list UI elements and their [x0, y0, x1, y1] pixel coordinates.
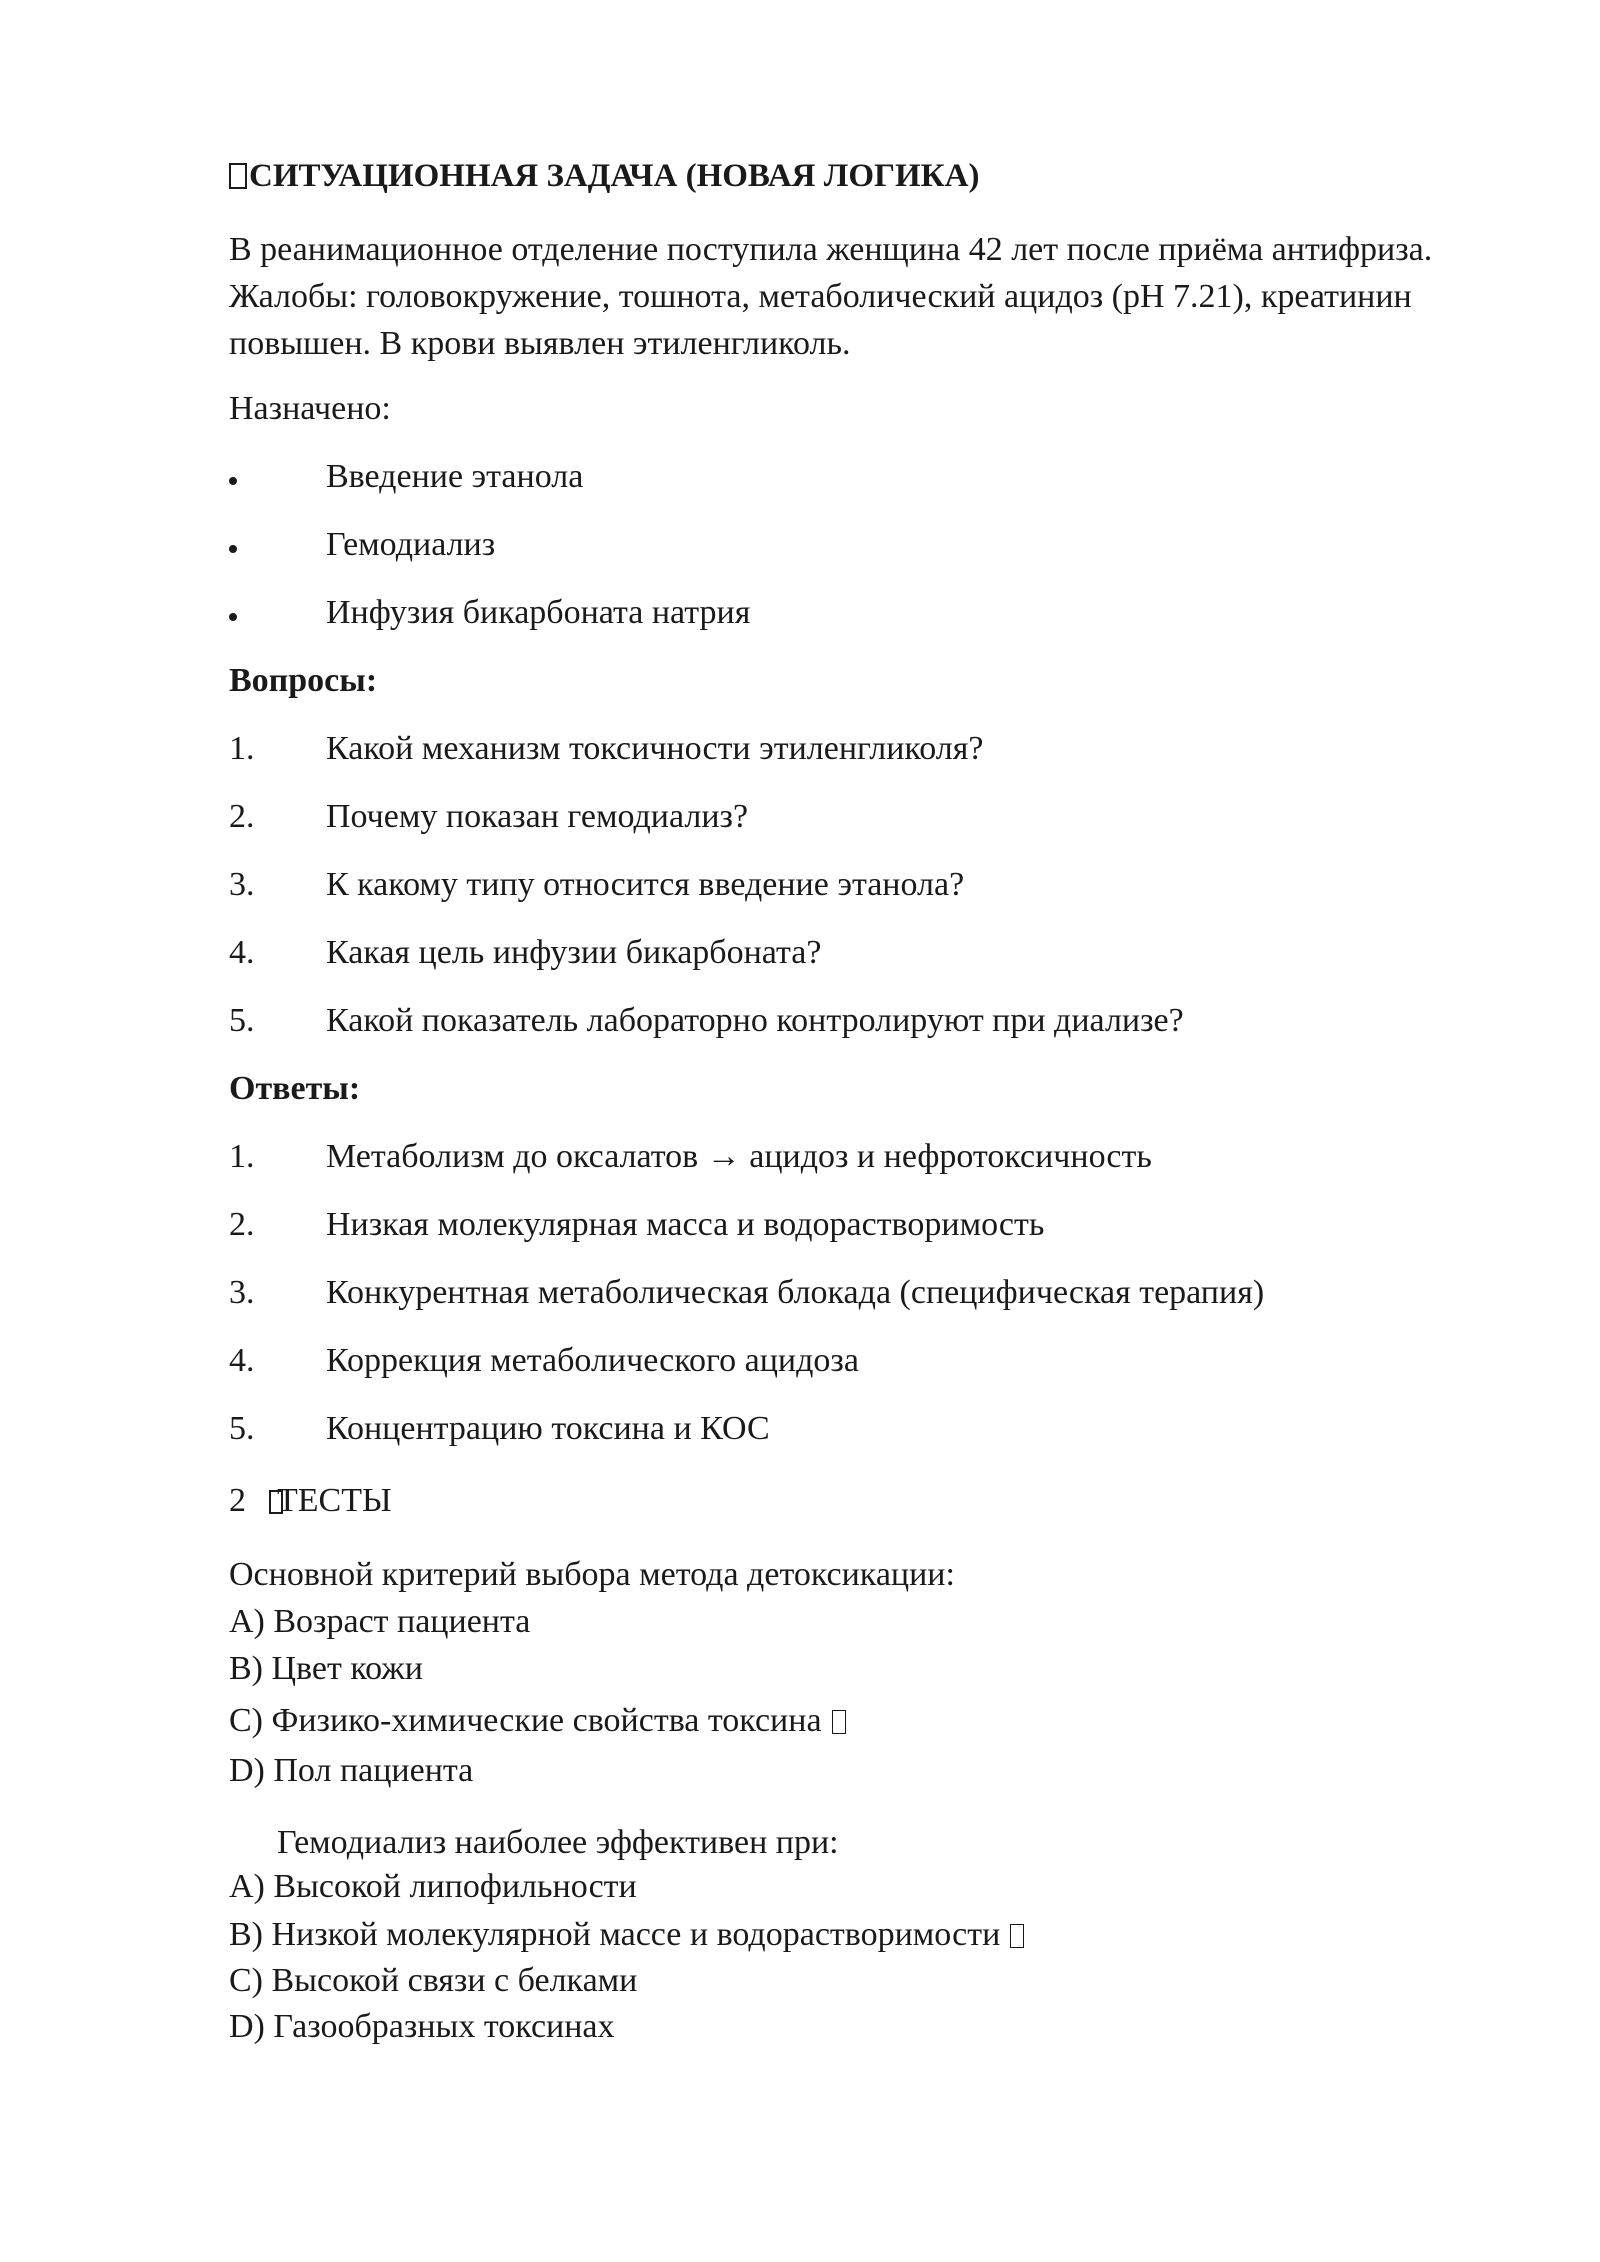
test-option: D) Пол пациента [229, 1752, 474, 1789]
tests-heading-title: ТЕСТЫ [277, 1482, 392, 1519]
questions-label: Вопросы: [229, 662, 378, 699]
test-option: D) Газообразных токсинах [229, 2008, 615, 2045]
case-description: В реанимационное отделение поступила женщина 42 лет после приёма антифриза. Жалобы: головокружение, тошнота, метаболический ацидоз (pH 7.21), креатинин повышен. В крови выявлен этиленгликоль. [229, 231, 1433, 362]
test-question: Основной критерий выбора метода детоксикации: [229, 1556, 955, 1593]
test-option: C) Высокой связи с белками [229, 1962, 638, 1999]
case-heading-title: СИТУАЦИОННАЯ ЗАДАЧА (НОВАЯ ЛОГИКА) [249, 158, 980, 194]
bullet-icon [229, 477, 237, 485]
test-option: B) Цвет кожи [229, 1650, 423, 1687]
case-heading [229, 158, 979, 195]
missing-glyph-icon [229, 163, 247, 189]
correct-mark-icon [832, 1710, 846, 1734]
prescribed-label: Назначено: [229, 390, 391, 427]
test-option: A) Высокой липофильности [229, 1868, 637, 1905]
test-option-correct: B) Низкой молекулярной массе и водорастворимости [229, 1916, 1024, 1954]
test-question: Гемодиализ наиболее эффективен при: [277, 1824, 839, 1861]
correct-mark-icon [1010, 1924, 1024, 1948]
heading-number-glyph [229, 158, 249, 195]
test-option-correct: C) Физико-химические свойства токсина [229, 1702, 846, 1740]
bullet-icon [229, 613, 237, 621]
bullet-icon [229, 545, 237, 553]
test-option: A) Возраст пациента [229, 1603, 531, 1640]
answers-label: Ответы: [229, 1070, 361, 1107]
